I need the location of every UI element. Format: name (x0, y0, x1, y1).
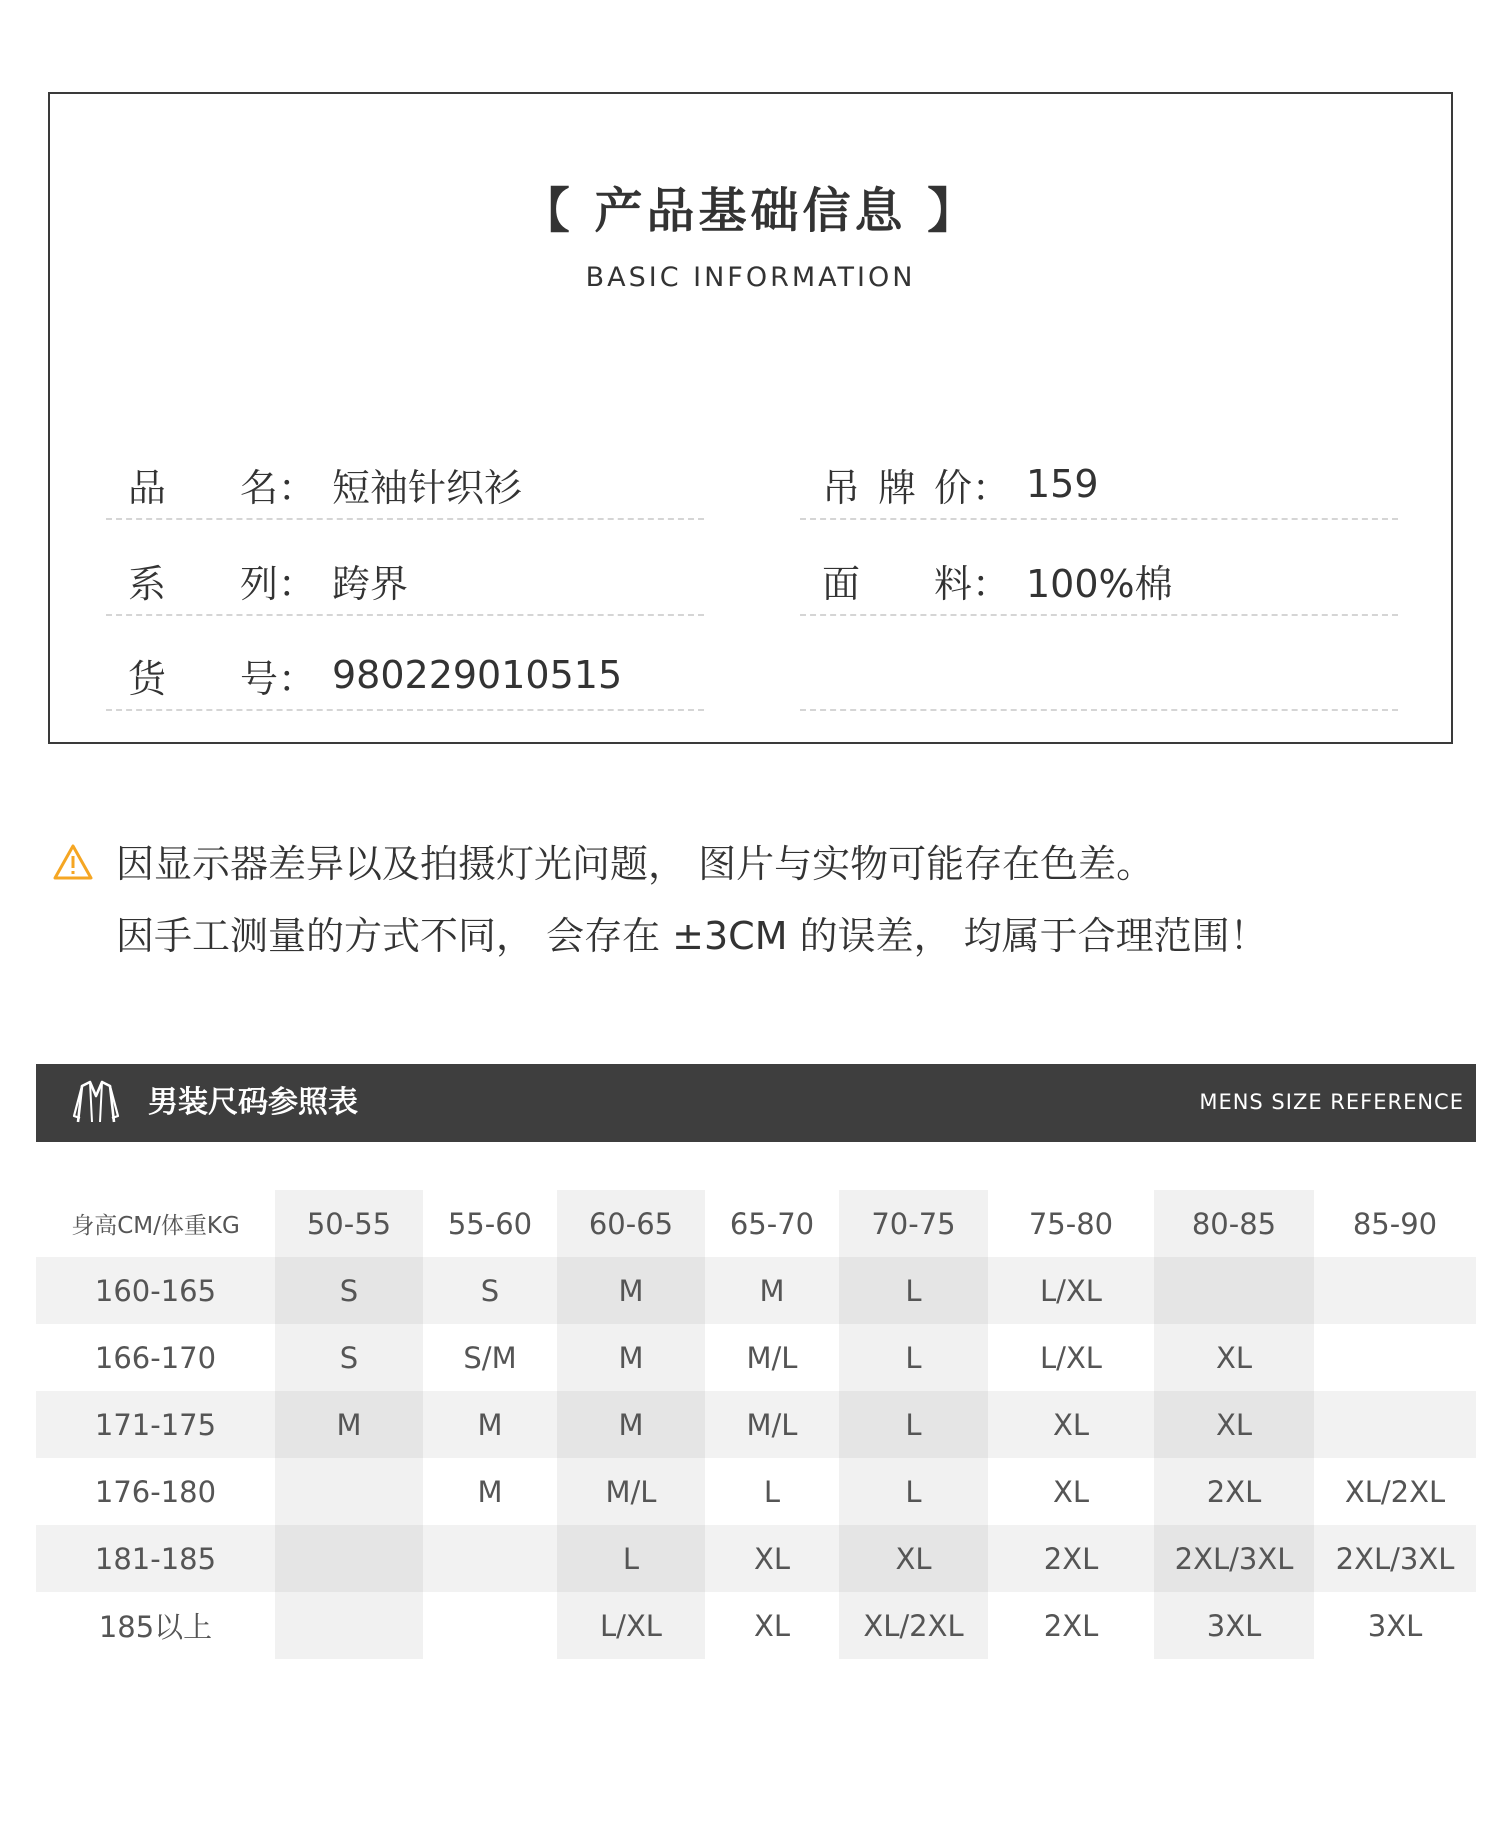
size-cell: XL (1052, 1474, 1090, 1509)
size-cell: XL (1154, 1391, 1314, 1458)
size-cell (1154, 1257, 1314, 1324)
notice-line-2 (52, 900, 1452, 972)
notice-text-1: 因显示器差异以及拍摄灯光问题， 图片与实物可能存在色差。 (116, 842, 1155, 886)
height-cell: 181-185 (36, 1525, 275, 1592)
info-field-tag-price (800, 450, 1398, 520)
size-cell (423, 1525, 557, 1592)
size-cell: 2XL/3XL (1154, 1525, 1314, 1592)
weight-header: 70-75 (839, 1190, 988, 1257)
info-field-fabric (800, 546, 1398, 616)
corner-cell: 身高CM/体重KG (71, 1213, 240, 1239)
info-value: 980229010515 (332, 653, 623, 697)
info-label: 货 号： (128, 656, 316, 701)
size-table-row (36, 1257, 1476, 1324)
size-cell: S/M (463, 1340, 517, 1375)
info-title: 【 产品基础信息 】 (521, 183, 980, 239)
size-table-row (36, 1324, 1476, 1391)
size-cell: XL (753, 1608, 791, 1643)
info-value: 跨界 (332, 561, 409, 606)
size-cell: L (839, 1324, 988, 1391)
size-cell: M (557, 1391, 705, 1458)
size-cell: 3XL (1367, 1608, 1423, 1643)
size-cell (1314, 1391, 1476, 1458)
size-cell: M/L (705, 1391, 839, 1458)
size-table-header-row (36, 1190, 1476, 1257)
size-cell: S (423, 1257, 557, 1324)
size-cell: M (275, 1391, 423, 1458)
size-table-row (36, 1458, 1476, 1525)
size-chart-title: 男装尺码参照表 (148, 1085, 358, 1120)
size-cell: S (275, 1257, 423, 1324)
weight-header: 60-65 (557, 1190, 705, 1257)
size-cell: L (557, 1525, 705, 1592)
size-cell: M (477, 1474, 503, 1509)
size-cell: L (839, 1257, 988, 1324)
size-cell (275, 1458, 423, 1525)
info-value: 159 (1026, 462, 1099, 506)
info-field-item-number (106, 641, 704, 711)
size-cell: XL (1154, 1324, 1314, 1391)
size-cell: XL (705, 1525, 839, 1592)
size-cell: L (763, 1474, 781, 1509)
info-value: 100%棉 (1026, 561, 1173, 606)
size-cell (423, 1592, 557, 1659)
info-field-series (106, 546, 704, 616)
weight-header: 55-60 (447, 1206, 533, 1241)
size-cell: M (557, 1257, 705, 1324)
info-subtitle: BASIC INFORMATION (585, 262, 916, 293)
notice-line-1 (52, 828, 1452, 900)
size-cell: XL (988, 1391, 1154, 1458)
size-cell (1314, 1257, 1476, 1324)
basic-info-box (48, 92, 1453, 744)
info-value: 短袖针织衫 (332, 465, 523, 510)
notice-text-2: 因手工测量的方式不同， 会存在 ±3CM 的误差， 均属于合理范围！ (116, 914, 1268, 958)
size-cell: S (275, 1324, 423, 1391)
size-cell: XL (839, 1525, 988, 1592)
size-cell: M (423, 1391, 557, 1458)
size-cell: M (557, 1324, 705, 1391)
info-field-product-name (106, 450, 704, 520)
size-chart-subtitle: MENS SIZE REFERENCE (1199, 1090, 1464, 1114)
size-table (36, 1190, 1476, 1659)
height-cell: 185以上 (98, 1610, 213, 1644)
weight-header: 50-55 (275, 1190, 423, 1257)
notice (52, 828, 1452, 972)
weight-header: 80-85 (1154, 1190, 1314, 1257)
size-cell: L/XL (988, 1257, 1154, 1324)
size-cell: 3XL (1154, 1592, 1314, 1659)
height-cell: 171-175 (36, 1391, 275, 1458)
info-label: 系 列： (128, 561, 316, 606)
size-table-row (36, 1525, 1476, 1592)
size-table-row (36, 1592, 1476, 1659)
info-label: 吊 牌 价： (822, 465, 1010, 510)
size-cell (1314, 1324, 1476, 1391)
size-cell: 2XL/3XL (1314, 1525, 1476, 1592)
size-cell (275, 1592, 423, 1659)
size-cell: XL/2XL (839, 1592, 988, 1659)
weight-header: 65-70 (729, 1206, 815, 1241)
size-cell: 2XL (1043, 1608, 1099, 1643)
size-cell: 2XL (1154, 1458, 1314, 1525)
info-field-empty (800, 641, 1398, 711)
weight-header: 85-90 (1352, 1206, 1438, 1241)
size-cell: M/L (557, 1458, 705, 1525)
menswear-logo-icon (70, 1076, 122, 1128)
warning-icon (52, 843, 94, 881)
info-label: 品 名： (128, 465, 316, 510)
size-cell: L/XL (1040, 1340, 1102, 1375)
size-table-row (36, 1391, 1476, 1458)
height-cell: 160-165 (36, 1257, 275, 1324)
size-cell: L/XL (557, 1592, 705, 1659)
height-cell: 176-180 (94, 1474, 217, 1509)
size-cell: L (839, 1458, 988, 1525)
size-cell (275, 1525, 423, 1592)
size-cell: M (705, 1257, 839, 1324)
size-chart-header (36, 1064, 1476, 1142)
weight-header: 75-80 (1028, 1206, 1114, 1241)
size-cell: M/L (746, 1340, 798, 1375)
size-cell: L (839, 1391, 988, 1458)
size-cell: XL/2XL (1344, 1474, 1446, 1509)
height-cell: 166-170 (94, 1340, 217, 1375)
info-label: 面 料： (822, 561, 1010, 606)
size-cell: 2XL (988, 1525, 1154, 1592)
